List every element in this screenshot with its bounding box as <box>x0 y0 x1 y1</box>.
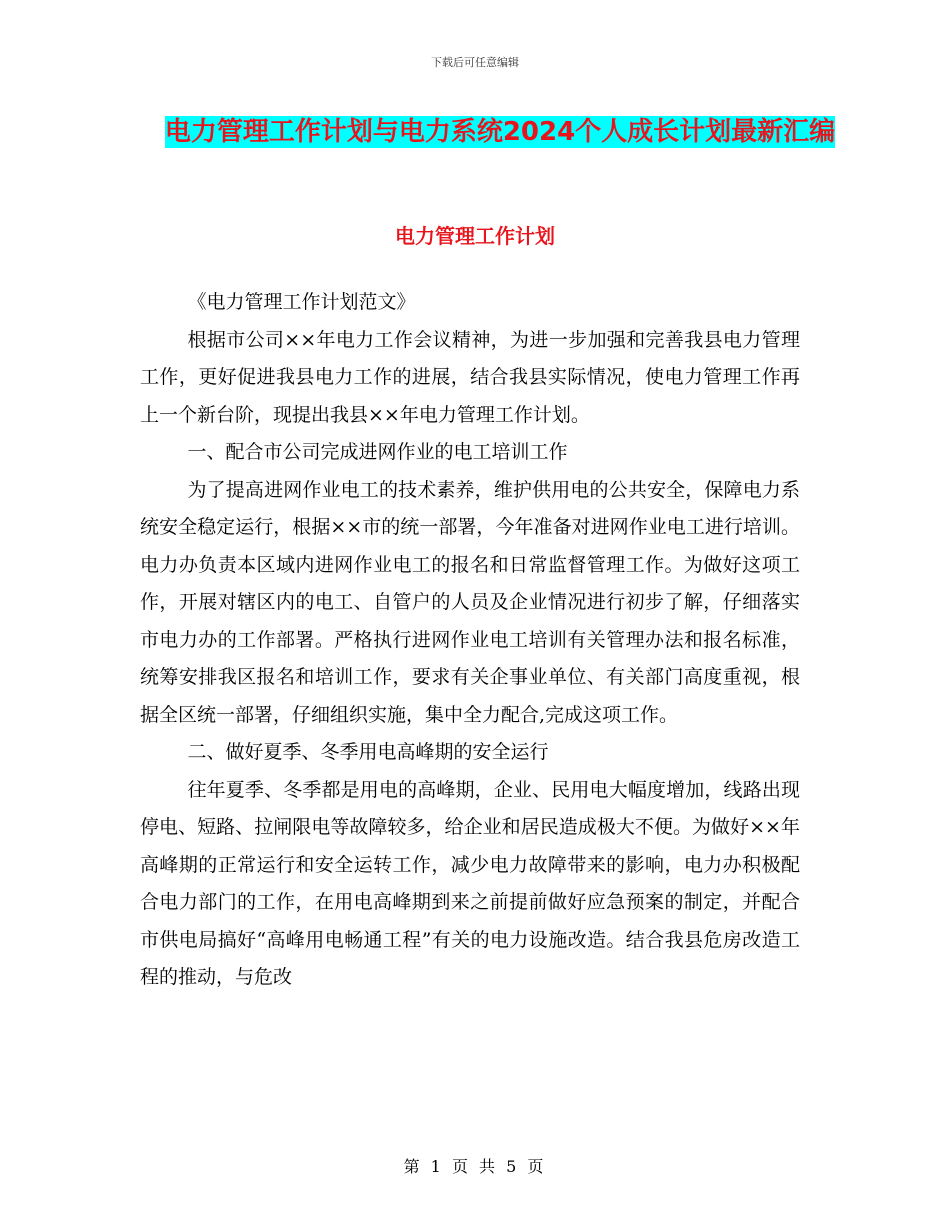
page-number: 第 1 页 共 5 页 <box>403 1157 547 1176</box>
document-title <box>140 108 860 156</box>
header-note: 下载后可任意编辑 <box>431 56 519 69</box>
paragraph: 《电力管理工作计划范文》 <box>187 291 416 313</box>
section-title: 电力管理工作计划 <box>395 224 555 248</box>
paragraph: 为了提高进网作业电工的技术素养，维护供用电的公共安全，保障电力系统安全稳定运行，根据××市的统一部署，今年准备对进网作业电工进行培训。电力办负责本区域内进网作业电工的报名和日常监督管理工作。为做好这项工作，开展对辖区内的电工、自管户的人员及企业情况进行初步了解，仔细落实市电力办的工作部署。严格执行进网作业电工培训有关管理办法和报名标准，统筹安排我区报名和培训工作，要求有关企事业单位、有关部门高度重视，根据全区统一部署，仔细组织实施，集中全力配合,完成这项工作。 <box>140 478 800 726</box>
paragraph: 往年夏季、冬季都是用电的高峰期，企业、民用电大幅度增加，线路出现停电、短路、拉闸限电等故障较多，给企业和居民造成极大不便。为做好××年高峰期的正常运行和安全运转工作，减少电力故障带来的影响，电力办积极配合电力部门的工作，在用电高峰期到来之前提前做好应急预案的制定，并配合市供电局搞好“高峰用电畅通工程”有关的电力设施改造。结合我县危房改造工程的推动，与危改 <box>140 778 800 988</box>
paragraph-heading: 一、配合市公司完成进网作业的电工培训工作 <box>187 441 568 463</box>
document-body <box>140 284 800 997</box>
paragraph-heading: 二、做好夏季、冬季用电高峰期的安全运行 <box>187 741 549 763</box>
paragraph: 根据市公司××年电力工作会议精神，为进一步加强和完善我县电力管理工作，更好促进我县电力工作的进展，结合我县实际情况，使电力管理工作再上一个新台阶，现提出我县××年电力管理工作计划。 <box>140 328 800 426</box>
document-title-text: 电力管理工作计划与电力系统2024个人成长计划最新汇编 <box>164 117 836 147</box>
